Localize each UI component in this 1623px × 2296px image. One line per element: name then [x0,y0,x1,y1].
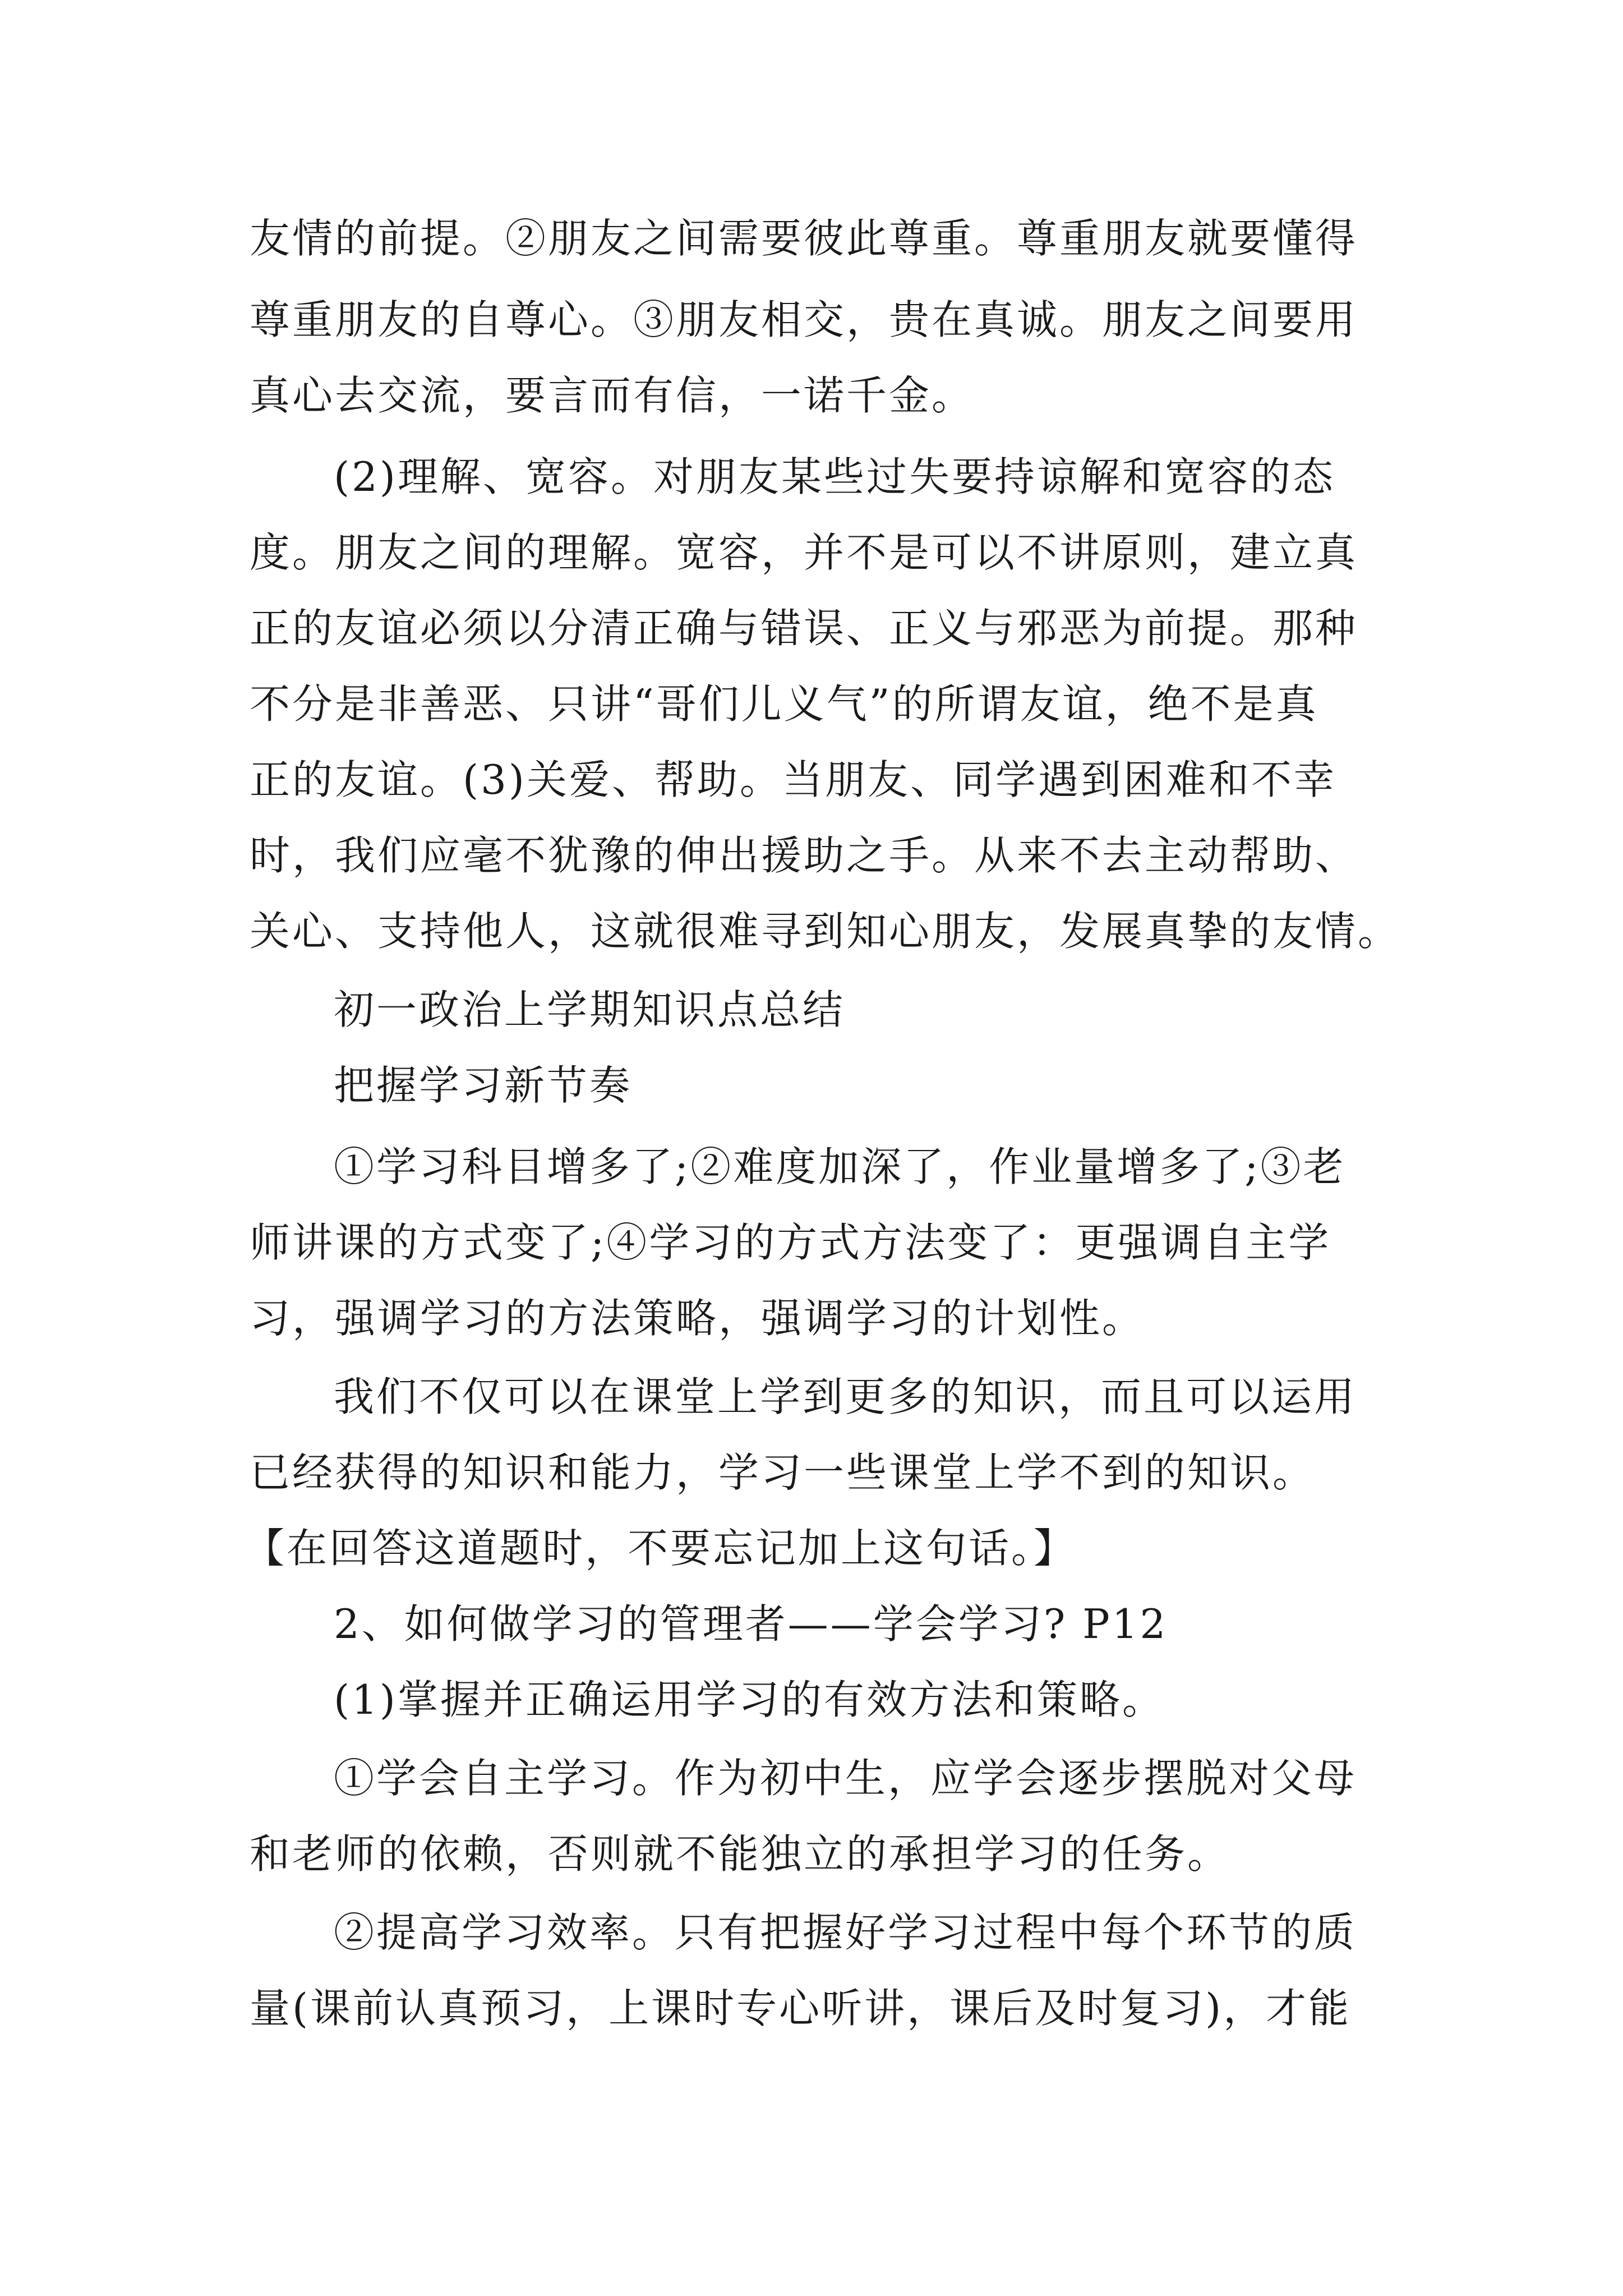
text-line: 友情的前提。②朋友之间需要彼此尊重。尊重朋友就要懂得 [250,215,1358,262]
section-heading: 把握学习新节奏 [334,1062,633,1109]
text-line: 习，强调学习的方法策略，强调学习的计划性。 [250,1295,1145,1342]
text-line: 正的友谊。(3)关爱、帮助。当朋友、同学遇到困难和不幸 [250,756,1336,803]
text-line: 和老师的依赖，否则就不能独立的承担学习的任务。 [250,1830,1230,1878]
text-line: 真心去交流，要言而有信，一诺千金。 [250,372,975,419]
section-heading: 初一政治上学期知识点总结 [334,986,846,1033]
text-line: 量(课前认真预习，上课时专心听讲，课后及时复习)，才能 [250,1985,1352,2032]
text-line: 我们不仅可以在课堂上学到更多的知识，而且可以运用 [334,1373,1357,1420]
text-line: ②提高学习效率。只有把握好学习过程中每个环节的质 [334,1909,1357,1956]
text-line: 时，我们应毫不犹豫的伸出援助之手。从来不去主动帮助、 [250,832,1358,879]
text-line: 师讲课的方式变了;④学习的方式方法变了：更强调自主学 [250,1219,1331,1266]
text-line: 关心、支持他人，这就很难寻到知心朋友，发展真挚的友情。 [250,908,1401,955]
text-line: 【在回答这道题时，不要忘记加上这句话。】 [244,1525,1077,1572]
text-line: ①学习科目增多了;②难度加深了，作业量增多了;③老 [334,1143,1346,1190]
text-line: 尊重朋友的自尊心。③朋友相交，贵在真诚。朋友之间要用 [250,296,1358,343]
text-line: 已经获得的知识和能力，学习一些课堂上学不到的知识。 [250,1449,1316,1496]
text-line: ①学会自主学习。作为初中生，应学会逐步摆脱对父母 [334,1755,1357,1802]
question-heading: 2、如何做学习的管理者——学会学习? P12 [334,1600,1168,1648]
text-line: (2)理解、宽容。对朋友某些过失要持谅解和宽容的态 [334,453,1335,500]
text-line: 不分是非善恶、只讲“哥们儿义气”的所谓友谊，绝不是真 [250,680,1318,728]
text-line: 度。朋友之间的理解。宽容，并不是可以不讲原则，建立真 [250,529,1358,576]
text-line: 正的友谊必须以分清正确与错误、正义与邪恶为前提。那种 [250,605,1358,652]
text-line: (1)掌握并正确运用学习的有效方法和策略。 [334,1676,1165,1723]
